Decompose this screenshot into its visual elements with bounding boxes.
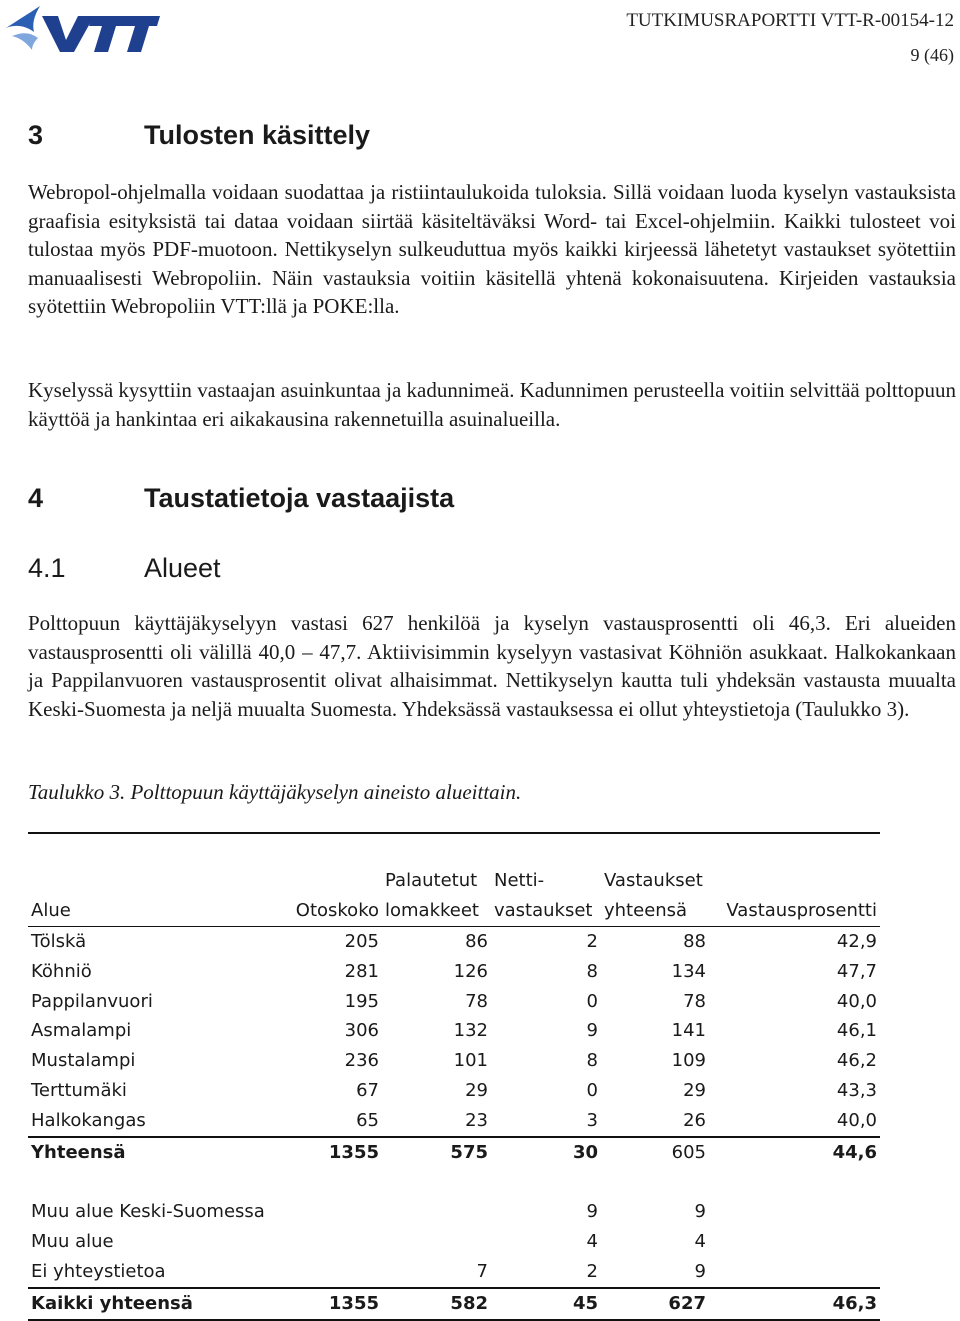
table-row	[28, 957, 880, 987]
table-cell: 1355	[280, 1137, 382, 1168]
table-cell: 134	[671, 960, 706, 982]
table-header-cell: yhteensä	[601, 896, 709, 927]
table-cell	[382, 1197, 491, 1227]
table-row	[28, 1076, 880, 1106]
vtt-logo-icon	[4, 2, 160, 54]
table-cell: 67	[356, 1079, 379, 1101]
table-cell: 582	[382, 1288, 491, 1320]
table-total-row	[28, 1137, 880, 1168]
table-cell: 4	[586, 1231, 598, 1253]
table-cell: 42,9	[836, 931, 877, 952]
table-cell	[280, 1257, 382, 1288]
table-row-label: Ei yhteystietoa	[31, 1260, 166, 1282]
section-3-title: Tulosten käsittely	[144, 120, 371, 150]
table-row-label: Asmalampi	[31, 1020, 132, 1042]
table-cell: 1355	[280, 1288, 382, 1320]
table-row-label: Kaikki yhteensä	[28, 1288, 280, 1320]
table-caption: Taulukko 3. Polttopuun käyttäjäkyselyn aineisto alueittain.	[28, 780, 522, 804]
table-cell: 605	[601, 1137, 709, 1168]
table-cell: 7	[476, 1260, 488, 1282]
table-cell: 205	[344, 931, 379, 952]
table-header-top-cell: Netti-	[494, 870, 545, 891]
table-cell: 2	[586, 931, 598, 952]
table-header-top-cell	[709, 866, 880, 896]
table-row	[28, 1016, 880, 1046]
table-cell: 29	[465, 1079, 488, 1101]
table-header-cell: Otoskoko	[280, 896, 382, 927]
section-4-title: Taustatietoja vastaajista	[144, 483, 455, 513]
table-cell: 9	[694, 1201, 706, 1223]
table-header-top-cell: Palautetut	[385, 870, 478, 891]
table-cell: 236	[344, 1050, 379, 1072]
table-cell: 627	[601, 1288, 709, 1320]
table-row-label: Köhniö	[31, 960, 92, 982]
table-cell: 26	[683, 1109, 706, 1131]
data-table	[28, 866, 880, 1321]
table-cell: 8	[586, 1050, 598, 1072]
table-row-label: Pappilanvuori	[31, 990, 153, 1012]
table-cell: 29	[683, 1079, 706, 1101]
table-header-row-top	[28, 866, 880, 896]
table-spacer-cell	[28, 1167, 880, 1197]
table-header-row-bottom	[28, 896, 880, 927]
section-3-paragraph-1: Webropol-ohjelmalla voidaan suodattaa ja ristiintaulukoida tuloksia. Sillä voidaan luoda kyselyn vastauksista graafisia esityksistä tai dataa voidaan siirtää käsiteltäväksi Word- tai Excel-ohjelmiin. Kaikki tulosteet voi tulostaa myös PDF-muotoon. Nettikyselyn sulkeuduttua myös kaikki kirjeessä lähetetyt vastaukset syötettiin manuaalisesti Webropoliin. Näin vastauksia voitiin käsitellä yhtenä kokonaisuutena. Kirjeiden vastauksia syötettiin Webropoliin VTT:llä ja POKE:lla.	[28, 180, 956, 319]
section-4-1-number: 4.1	[28, 553, 66, 583]
section-3-heading	[28, 120, 370, 151]
table-cell	[709, 1257, 880, 1288]
table-cell: 306	[344, 1020, 379, 1042]
section-4-1-paragraph: Polttopuun käyttäjäkyselyyn vastasi 627 henkilöä ja kyselyn vastausprosentti oli 46,3. Eri alueiden vastausprosentti oli välillä 40,0 – 47,7. Aktiivisimmin kyselyyn vastasivat Köhniön asukkaat. Halkokankaan ja Pappilanvuoren vastausprosentit olivat alhaisimmat. Nettikyselyn kautta tuli yhdeksän vastausta muualta Keski-Suomesta ja neljä muualta Suomesta. Yhdeksässä vastauksessa ei ollut yhteystietoja (Taulukko 3).	[28, 611, 956, 721]
table-cell: 86	[465, 931, 488, 952]
table-cell: 23	[465, 1109, 488, 1131]
section-4-1-title: Alueet	[144, 553, 221, 583]
table-cell: 195	[344, 990, 379, 1012]
table-row-label: Muu alue Keski-Suomessa	[31, 1201, 265, 1223]
table-cell: 47,7	[836, 960, 877, 982]
table-cell: 9	[694, 1260, 706, 1282]
table-header-cell: lomakkeet	[382, 896, 491, 927]
table-row	[28, 987, 880, 1017]
table-top-rule	[28, 832, 880, 834]
table-row	[28, 1227, 880, 1257]
table-cell: 40,0	[836, 990, 877, 1012]
section-4-number: 4	[28, 483, 44, 513]
table-cell	[382, 1227, 491, 1257]
section-3-number: 3	[28, 120, 44, 150]
table-spacer-row	[28, 1167, 880, 1197]
section-4-1-heading	[28, 553, 221, 584]
table-row	[28, 1257, 880, 1288]
table-cell: 4	[694, 1231, 706, 1253]
table-cell: 575	[382, 1137, 491, 1168]
section-3-paragraph-2: Kyselyssä kysyttiin vastaajan asuinkuntaa ja kadunnimeä. Kadunnimen perusteella voitiin selvittää polttopuun käyttöä ja hankintaa eri aikakausina rakennetuilla asuinalueilla.	[28, 378, 956, 431]
table-cell: 9	[586, 1201, 598, 1223]
table-cell: 40,0	[836, 1109, 877, 1131]
table-cell: 2	[586, 1260, 598, 1282]
table-cell: 88	[683, 931, 706, 952]
page-number: 9 (46)	[910, 45, 954, 65]
table-cell: 65	[356, 1109, 379, 1131]
table-header-top-cell	[28, 866, 280, 896]
table-cell	[709, 1227, 880, 1257]
table-cell	[280, 1197, 382, 1227]
table-header-cell: vastaukset	[491, 896, 601, 927]
table-header-top-cell	[280, 866, 382, 896]
table-row	[28, 927, 880, 957]
report-id: TUTKIMUSRAPORTTI VTT-R-00154-12	[626, 10, 954, 31]
table-cell: 9	[586, 1020, 598, 1042]
table-cell: 132	[453, 1020, 488, 1042]
table-cell: 46,1	[836, 1020, 877, 1042]
table-cell	[280, 1227, 382, 1257]
table-cell: 78	[465, 990, 488, 1012]
table-row-label: Yhteensä	[28, 1137, 280, 1168]
table-cell: 0	[586, 990, 598, 1012]
table-cell: 30	[491, 1137, 601, 1168]
table-grand-total-row	[28, 1288, 880, 1320]
table-row-label: Halkokangas	[31, 1109, 146, 1131]
table-cell: 78	[683, 990, 706, 1012]
table-row	[28, 1046, 880, 1076]
table-cell: 0	[586, 1079, 598, 1101]
table-header-cell: Alue	[28, 896, 280, 927]
table-header-top-cell: Vastaukset	[604, 870, 703, 891]
table-cell: 126	[453, 960, 488, 982]
table-cell: 3	[586, 1109, 598, 1131]
table-cell: 141	[671, 1020, 706, 1042]
table-cell: 46,2	[836, 1050, 877, 1072]
table-header-cell: Vastausprosentti	[709, 896, 880, 927]
table-row-label: Tölskä	[31, 931, 87, 952]
table-row	[28, 1197, 880, 1227]
table-cell: 43,3	[836, 1079, 877, 1101]
table-row-label: Terttumäki	[31, 1079, 127, 1101]
vtt-logo	[4, 2, 160, 54]
table-cell: 281	[344, 960, 379, 982]
table-cell	[709, 1197, 880, 1227]
table-cell: 8	[586, 960, 598, 982]
section-4-heading	[28, 483, 454, 514]
table-cell: 44,6	[709, 1137, 880, 1168]
table-row	[28, 1106, 880, 1137]
table-cell: 46,3	[709, 1288, 880, 1320]
table-row-label: Mustalampi	[31, 1050, 136, 1072]
table-row-label: Muu alue	[31, 1231, 114, 1253]
table-cell: 109	[671, 1050, 706, 1072]
table-cell: 45	[491, 1288, 601, 1320]
table-cell: 101	[453, 1050, 488, 1072]
